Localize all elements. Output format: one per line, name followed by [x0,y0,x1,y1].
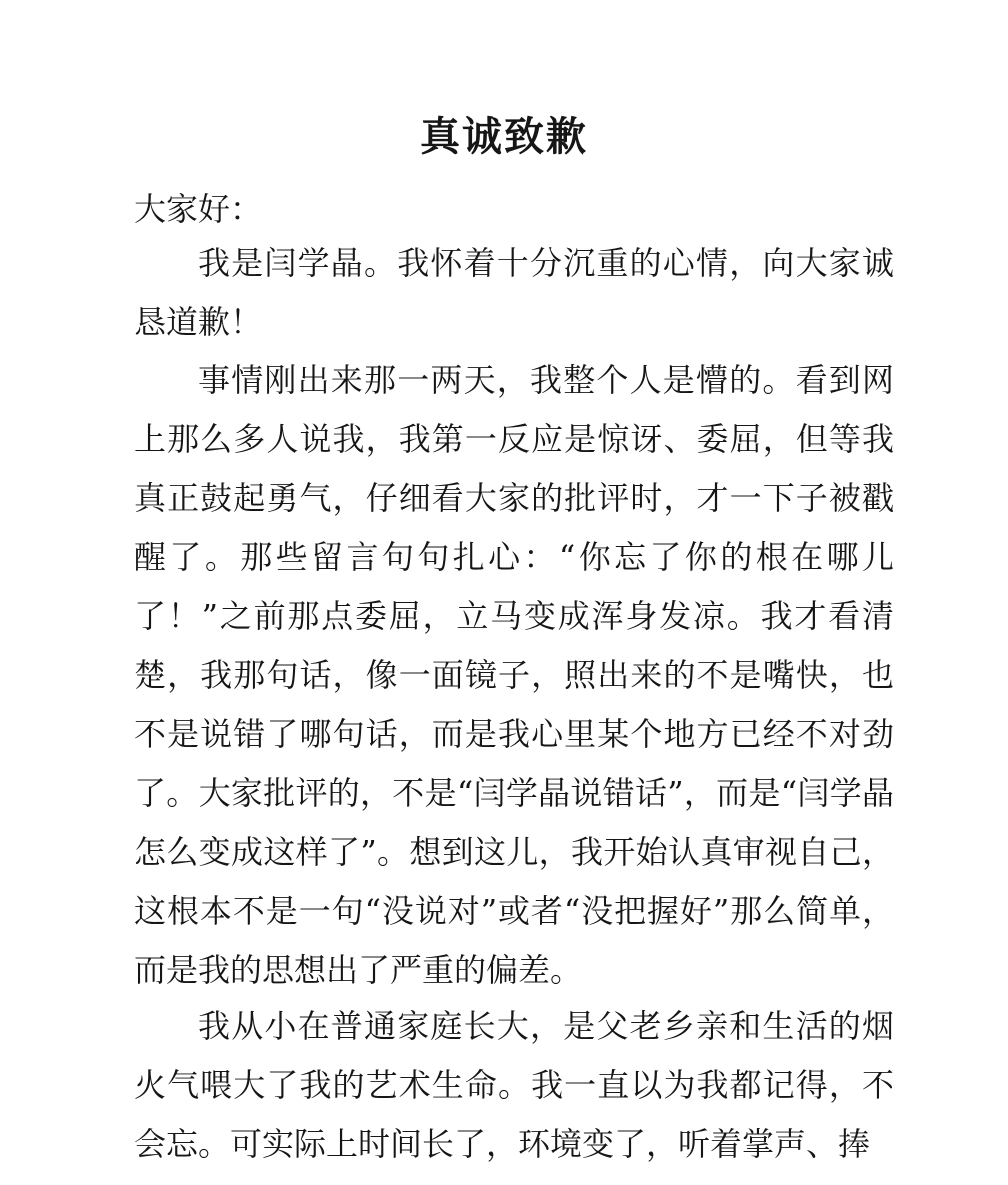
paragraph-3: 我从小在普通家庭长大，是父老乡亲和生活的烟火气喂大了我的艺术生命。我一直以为我都记得，不会忘。可实际上时间长了，环境变了，听着掌声、捧 [134,1007,894,1163]
greeting-line: 大家好： [134,190,263,228]
paragraph-2: 事情刚出来那一两天，我整个人是懵的。看到网上那么多人说我，我第一反应是惊讶、委屈，但等我真正鼓起勇气，仔细看大家的批评时，才一下子被戳醒了。那些留言句句扎心：“你忘了你的根在哪儿了！”之前那点委屈，立马变成浑身发凉。我才看清楚，我那句话，像一面镜子，照出来的不是嘴快，也不是说错了哪句话，而是我心里某个地方已经不对劲了。大家批评的，不是“闫学晶说错话”，而是“闫学晶怎么变成这样了”。想到这儿，我开始认真审视自己，这根本不是一句“没说对”或者“没把握好”那么简单，而是我的思想出了严重的偏差。 [134,361,894,989]
paragraph-1: 我是闫学晶。我怀着十分沉重的心情，向大家诚恳道歉！ [134,244,894,341]
document-title: 真诚致歉 [420,113,588,160]
